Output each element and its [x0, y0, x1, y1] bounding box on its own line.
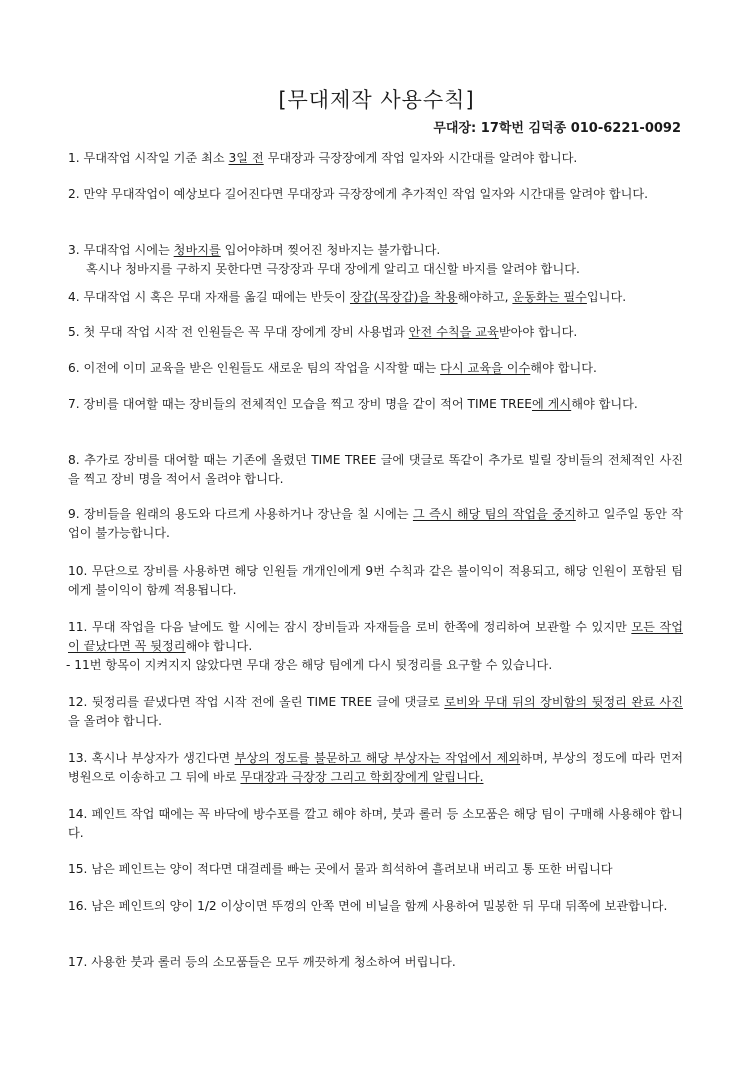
- rule-emphasis: 로비와 무대 뒤의 장비함의 뒷정리 완료 사진: [444, 695, 683, 709]
- document-title: [무대제작 사용수칙]: [278, 88, 475, 112]
- rule-emphasis: 다시 교육을 이수: [440, 361, 531, 375]
- rule-1: [68, 149, 683, 168]
- rule-11: [68, 618, 683, 675]
- rule-text: 7. 장비를 대여할 때는 장비들의 전체적인 모습을 찍고 장비 명을 같이 적어 TIME TREE: [68, 397, 532, 411]
- rule-text: 11. 무대 작업을 다음 날에도 할 시에는 잠시 장비들과 자재들을 로비 한쪽에 정리하여 보관할 수 있지만: [68, 620, 632, 634]
- rule-text: 10. 무단으로 장비를 사용하면 해당 인원들 개개인에게 9번 수칙과 같은 불이익이 적용되고, 해당 인원이 포함된 팀에게 불이익이 함께 적용됩니다.: [68, 564, 683, 597]
- rule-text: 하며, 부상의 정도에 따라 먼저 병원으로 이송하고 그 뒤에 바로: [68, 751, 684, 784]
- rule-5: [68, 323, 683, 342]
- rule-10: [68, 562, 683, 600]
- rule-text: 하고 일주일 동안 작업이 불가능합니다.: [68, 507, 683, 540]
- rule-text: 15. 남은 페인트는 양이 적다면 대걸레를 빠는 곳에서 물과 희석하여 흘려보내 버리고 통 또한 버립니다: [68, 862, 613, 876]
- rule-text: 6. 이전에 이미 교육을 받은 인원들도 새로운 팀의 작업을 시작할 때는: [68, 361, 441, 375]
- rule-text: 혹시나 청바지를 구하지 못한다면 극장장과 무대 장에게 알리고 대신할 바지를 알려야 합니다.: [86, 262, 580, 276]
- rule-text: 을 올려야 합니다.: [68, 714, 163, 728]
- rule-text: 입니다.: [586, 290, 627, 304]
- rule-text: 8. 추가로 장비를 대여할 때는 기존에 올렸던 TIME TREE 글에 댓글로 똑같이 추가로 빌릴 장비들의 전체적인 사진을 찍고 장비 명을 적어서 올려야 합니다.: [68, 453, 683, 486]
- rule-6: [68, 359, 683, 378]
- rule-text: 4. 무대작업 시 혹은 무대 자재를 옮길 때에는 반듯이: [68, 290, 350, 304]
- rule-text: 9. 장비들을 원래의 용도와 다르게 사용하거나 장난을 칠 시에는: [68, 507, 413, 521]
- rule-text: 해야 합니다.: [185, 639, 253, 653]
- rule-12: [68, 693, 683, 731]
- rule-emphasis: 안전 수칙을 교육: [408, 325, 499, 339]
- rule-text: 해야 합니다.: [571, 397, 638, 411]
- rule-text: 13. 혹시나 부상자가 생긴다면: [68, 751, 235, 765]
- rule-text: 5. 첫 무대 작업 시작 전 인원들은 꼭 무대 장에게 장비 사용법과: [68, 325, 409, 339]
- rule-text: 1. 무대작업 시작일 기준 최소: [68, 151, 229, 165]
- rule-text: 14. 페인트 작업 때에는 꼭 바닥에 방수포를 깔고 해야 하며, 붓과 롤러 등 소모품은 해당 팀이 구매해 사용해야 합니다.: [68, 807, 683, 840]
- rule-text: 해야 합니다.: [530, 361, 597, 375]
- rule-text: 16. 남은 페인트의 양이 1/2 이상이면 뚜껑의 안쪽 면에 비닐을 함께 사용하여 밀봉한 뒤 무대 뒤쪽에 보관합니다.: [68, 899, 668, 913]
- rule-2: [68, 185, 683, 204]
- rule-text: 해야하고,: [457, 290, 513, 304]
- rule-7: [68, 395, 683, 414]
- rule-text: 12. 뒷정리를 끝냈다면 작업 시작 전에 올린 TIME TREE 글에 댓글로: [68, 695, 445, 709]
- rule-text: 받아야 합니다.: [498, 325, 578, 339]
- rule-emphasis: 에 게시: [531, 397, 572, 411]
- rule-emphasis: 장갑(목장갑)을 착용: [349, 290, 458, 304]
- rule-14: [68, 805, 683, 843]
- rule-16: [68, 897, 683, 916]
- rule-text: 입어야하며 찢어진 청바지는 불가합니다.: [220, 243, 441, 257]
- rule-15: [68, 860, 683, 879]
- rule-emphasis: 그 즉시 해당 팀의 작업을 중지: [412, 507, 576, 521]
- rule-text: 17. 사용한 붓과 롤러 등의 소모품들은 모두 깨끗하게 청소하여 버립니다.: [68, 955, 456, 969]
- rule-emphasis: 부상의 정도를 불문하고 해당 부상자는 작업에서 제외: [234, 751, 521, 765]
- rule-emphasis: 청바지를: [173, 243, 221, 257]
- rule-8: [68, 451, 683, 489]
- rule-text: 2. 만약 무대작업이 예상보다 길어진다면 무대장과 극장장에게 추가적인 작업 일자와 시간대를 알려야 합니다.: [68, 187, 649, 201]
- rule-4: [68, 288, 683, 307]
- rule-emphasis: 운동화는 필수: [512, 290, 587, 304]
- author-contact: 무대장: 17학번 김덕종 010-6221-0092: [433, 121, 681, 136]
- rule-9: [68, 505, 683, 543]
- rule-text: 무대장과 극장장에게 작업 일자와 시간대를 알려야 합니다.: [263, 151, 578, 165]
- rule-17: [68, 953, 683, 972]
- rule-text: 3. 무대작업 시에는: [68, 243, 174, 257]
- rule-emphasis: 무대장과 극장장 그리고 학회장에게 알립니다.: [240, 770, 484, 784]
- rule-13: [68, 749, 683, 787]
- rule-emphasis: 모든 작업이 끝났다면 꼭 뒷정리: [68, 620, 684, 653]
- rule-3: [68, 241, 683, 279]
- rule-note: - 11번 항목이 지켜지지 않았다면 무대 장은 해당 팀에게 다시 뒷정리를 요구할 수 있습니다.: [66, 658, 553, 672]
- rule-emphasis: 3일 전: [228, 151, 264, 165]
